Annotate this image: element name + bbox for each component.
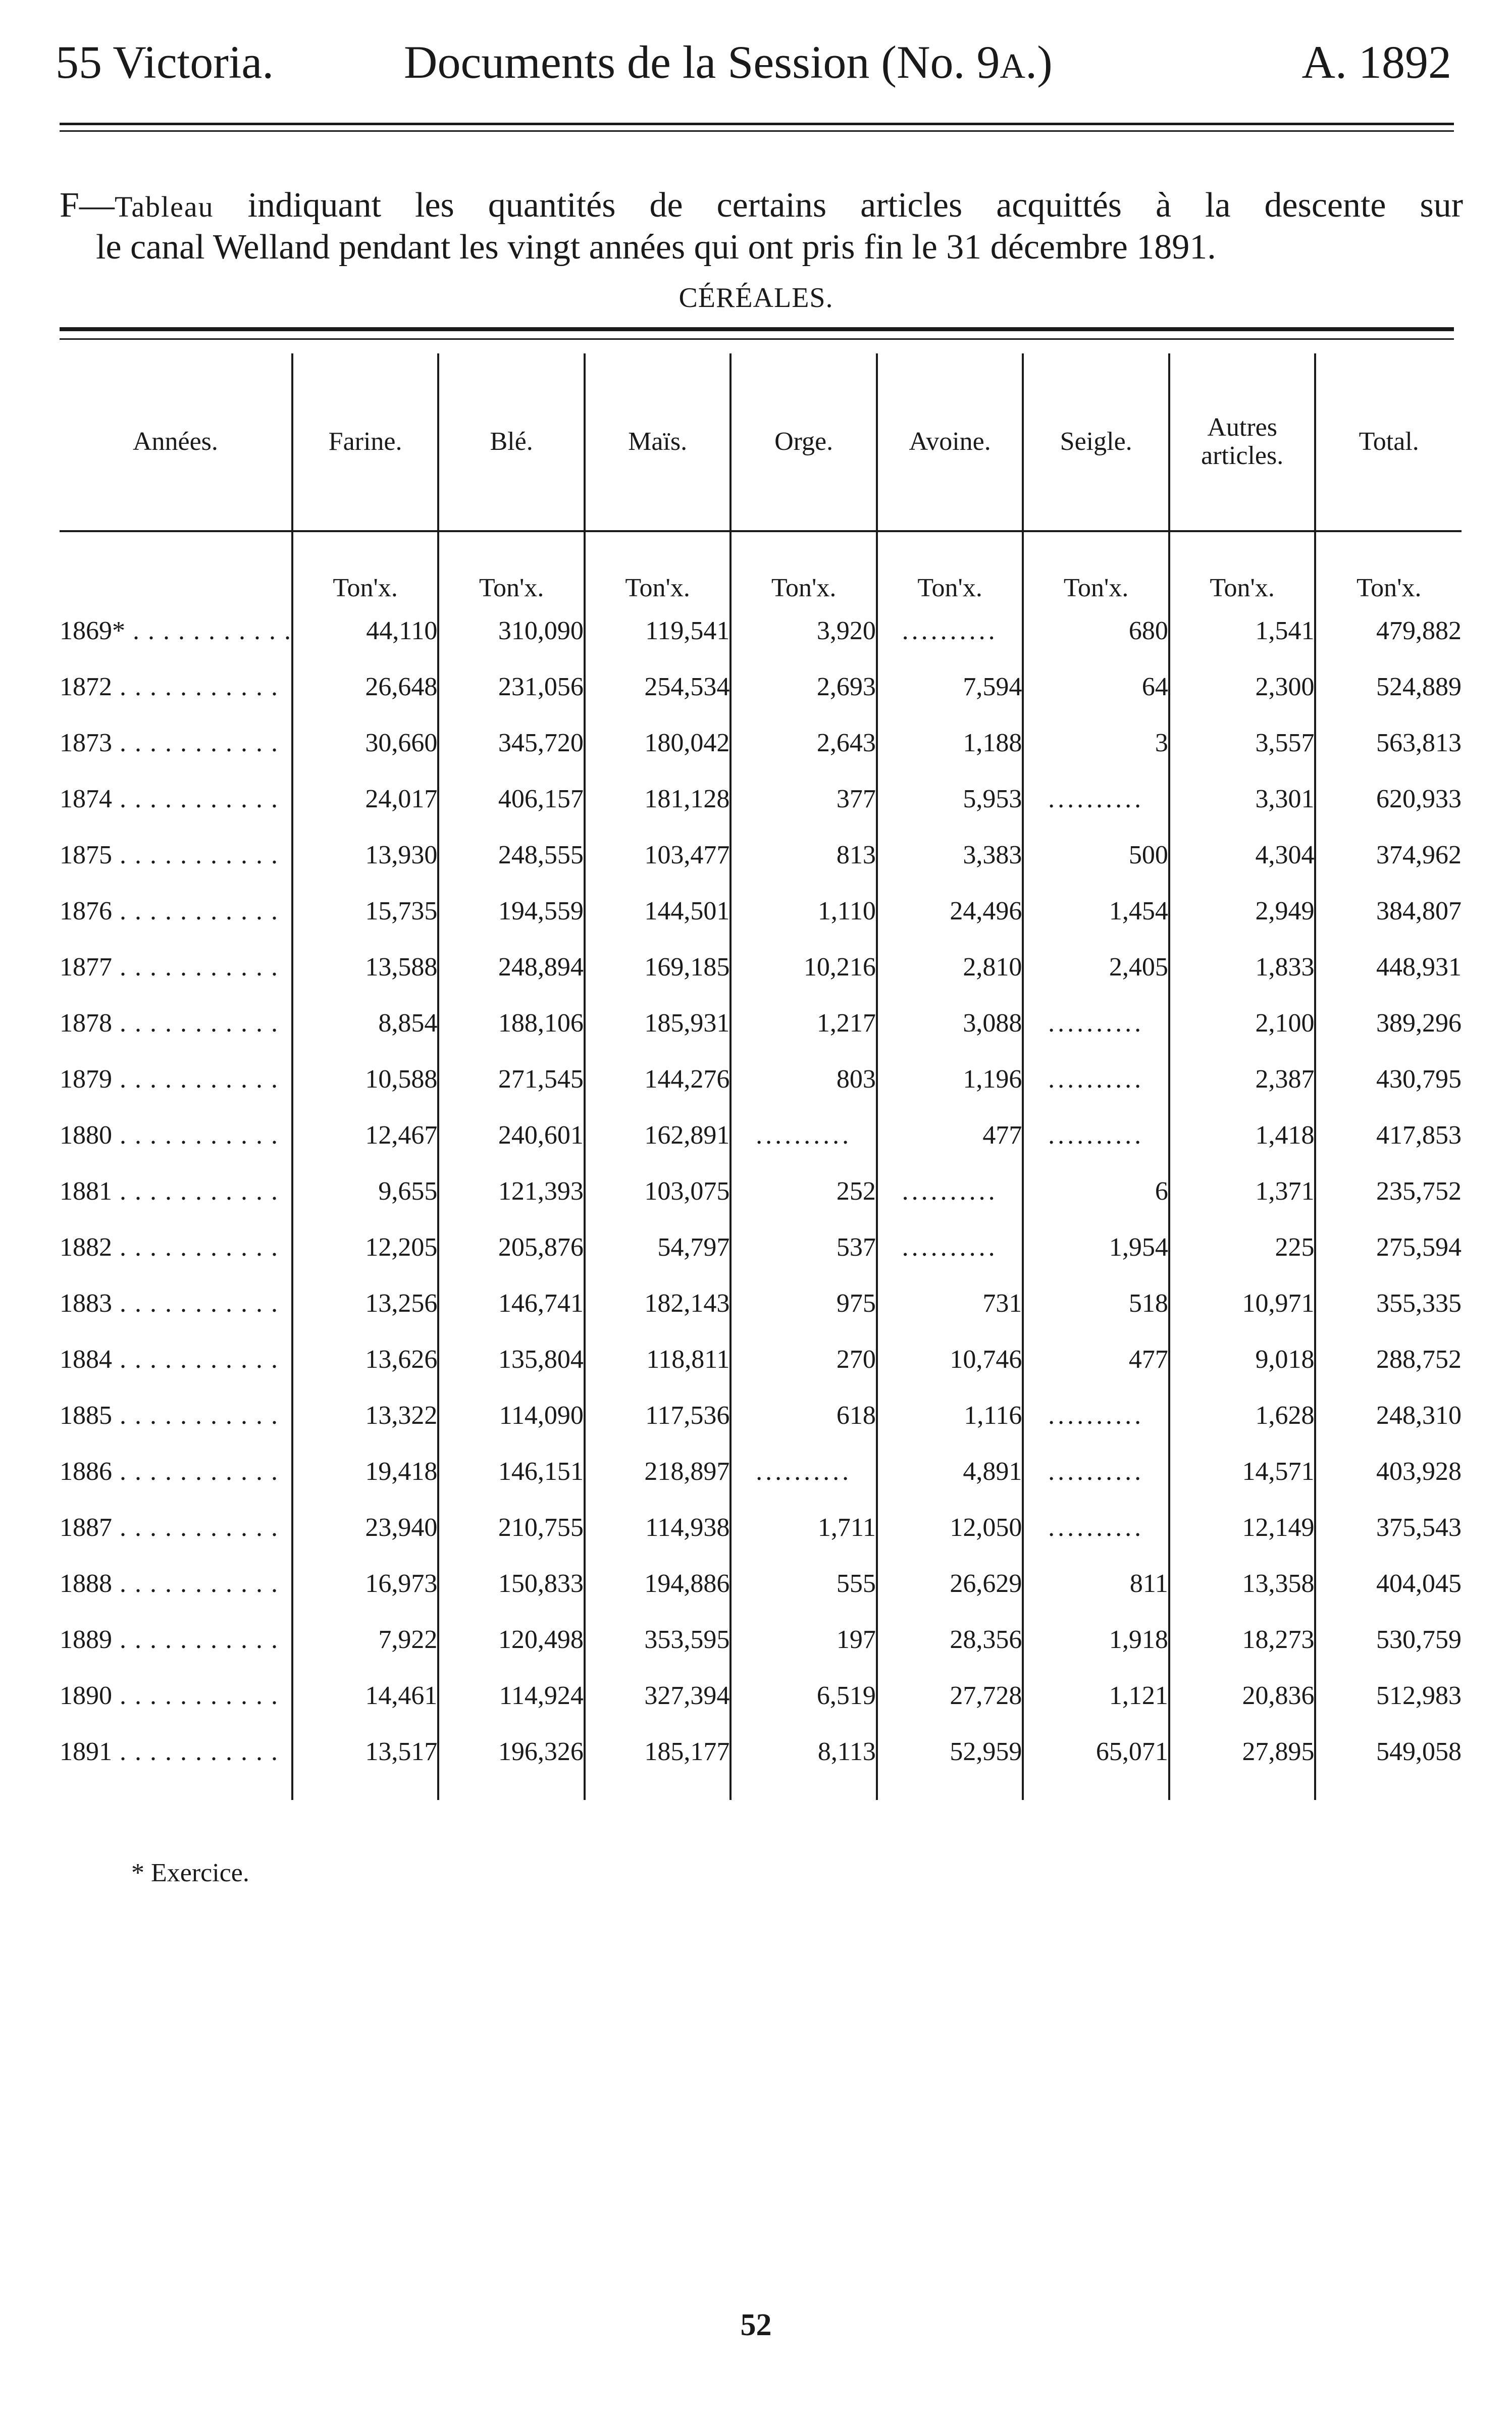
- column-header: Total.: [1315, 353, 1462, 531]
- value-cell: 2,643: [731, 715, 877, 771]
- value-cell: 7,594: [877, 659, 1023, 715]
- year-cell: 1879 . . . . . . . . . . .: [60, 1065, 279, 1094]
- column-header: Années.: [132, 427, 218, 456]
- unit-label: Ton'x.: [1315, 531, 1462, 603]
- value-cell: ..........: [1023, 1387, 1169, 1444]
- value-cell: 13,256: [292, 1275, 439, 1331]
- year-cell: 1877 . . . . . . . . . . .: [60, 953, 279, 982]
- year-cell: 1881 . . . . . . . . . . .: [60, 1177, 279, 1206]
- year-cell: 1885 . . . . . . . . . . .: [60, 1401, 279, 1430]
- footnote: * Exercice.: [131, 1859, 249, 1887]
- unit-label: Ton'x.: [292, 531, 439, 603]
- value-cell: 24,496: [877, 883, 1023, 939]
- value-cell: 182,143: [585, 1275, 731, 1331]
- leader-dots: . . . . . . . . . . .: [112, 1345, 279, 1374]
- leader-dots: . . . . . . . . . . .: [112, 1681, 279, 1710]
- value-cell: 3: [1023, 715, 1169, 771]
- value-cell: 374,962: [1315, 827, 1462, 883]
- value-cell: 404,045: [1315, 1556, 1462, 1612]
- value-cell: 3,920: [731, 603, 877, 659]
- value-cell: 3,088: [877, 995, 1023, 1051]
- value-cell: 2,387: [1169, 1051, 1316, 1107]
- value-cell: 144,501: [585, 883, 731, 939]
- leader-dots: . . . . . . . . . . .: [112, 1569, 279, 1598]
- value-cell: 2,949: [1169, 883, 1316, 939]
- table-row: [60, 659, 1462, 715]
- value-cell: 1,918: [1023, 1612, 1169, 1668]
- value-cell: 1,454: [1023, 883, 1169, 939]
- value-cell: 44,110: [292, 603, 439, 659]
- header-center-prefix: Documents de la Session (No. 9: [404, 36, 1000, 88]
- header-rule-bottom: [60, 130, 1454, 132]
- column-header: Orge.: [731, 353, 877, 531]
- value-cell: 477: [1023, 1331, 1169, 1387]
- column-header: Farine.: [292, 353, 439, 531]
- value-cell: 169,185: [585, 939, 731, 995]
- value-cell: 479,882: [1315, 603, 1462, 659]
- value-cell: 114,924: [438, 1668, 585, 1724]
- value-cell: 975: [731, 1275, 877, 1331]
- value-cell: 271,545: [438, 1051, 585, 1107]
- value-cell: 144,276: [585, 1051, 731, 1107]
- value-cell: 114,090: [438, 1387, 585, 1444]
- year-cell: 1875 . . . . . . . . . . .: [60, 841, 279, 869]
- value-cell: 4,891: [877, 1444, 1023, 1500]
- value-cell: 417,853: [1315, 1107, 1462, 1163]
- header-rule-top: [60, 123, 1454, 125]
- column-header: Autres articles.: [1169, 353, 1316, 531]
- unit-label: Ton'x.: [1023, 531, 1169, 603]
- value-cell: 14,571: [1169, 1444, 1316, 1500]
- table-row: [60, 1219, 1462, 1275]
- value-cell: 377: [731, 771, 877, 827]
- value-cell: 12,050: [877, 1500, 1023, 1556]
- table-bottom-spacer: [60, 1780, 1462, 1800]
- value-cell: 1,121: [1023, 1668, 1169, 1724]
- table-row: [60, 603, 1462, 659]
- table-row: [60, 771, 1462, 827]
- table-row: [60, 939, 1462, 995]
- title-smallcap-word: Tableau: [114, 190, 214, 223]
- value-cell: 103,477: [585, 827, 731, 883]
- value-cell: 3,301: [1169, 771, 1316, 827]
- value-cell: 5,953: [877, 771, 1023, 827]
- value-cell: 1,196: [877, 1051, 1023, 1107]
- value-cell: 26,629: [877, 1556, 1023, 1612]
- value-cell: 406,157: [438, 771, 585, 827]
- value-cell: 248,310: [1315, 1387, 1462, 1444]
- value-cell: 518: [1023, 1275, 1169, 1331]
- value-cell: 248,555: [438, 827, 585, 883]
- year-cell: 1876 . . . . . . . . . . .: [60, 897, 279, 925]
- value-cell: 620,933: [1315, 771, 1462, 827]
- leader-dots: . . . . . . . . . . .: [112, 1625, 279, 1654]
- value-cell: 1,371: [1169, 1163, 1316, 1219]
- year-cell: 1869* . . . . . . . . . . .: [60, 616, 292, 645]
- table-row: [60, 1668, 1462, 1724]
- value-cell: 549,058: [1315, 1724, 1462, 1780]
- value-cell: 345,720: [438, 715, 585, 771]
- value-cell: 2,100: [1169, 995, 1316, 1051]
- leader-dots: . . . . . . . . . . .: [112, 1065, 279, 1094]
- table-row: [60, 1387, 1462, 1444]
- value-cell: ..........: [1023, 1444, 1169, 1500]
- value-cell: 1,628: [1169, 1387, 1316, 1444]
- value-cell: 13,358: [1169, 1556, 1316, 1612]
- value-cell: 618: [731, 1387, 877, 1444]
- table-row: [60, 1500, 1462, 1556]
- value-cell: 524,889: [1315, 659, 1462, 715]
- leader-dots: . . . . . . . . . . .: [112, 1737, 279, 1766]
- value-cell: 2,693: [731, 659, 877, 715]
- value-cell: 30,660: [292, 715, 439, 771]
- table-row: [60, 1724, 1462, 1780]
- value-cell: 54,797: [585, 1219, 731, 1275]
- value-cell: 13,626: [292, 1331, 439, 1387]
- value-cell: 1,418: [1169, 1107, 1316, 1163]
- value-cell: 162,891: [585, 1107, 731, 1163]
- table-rule-top: [60, 327, 1454, 331]
- value-cell: 3,557: [1169, 715, 1316, 771]
- value-cell: 1,188: [877, 715, 1023, 771]
- value-cell: 1,116: [877, 1387, 1023, 1444]
- column-header: Avoine.: [877, 353, 1023, 531]
- value-cell: 120,498: [438, 1612, 585, 1668]
- value-cell: 1,217: [731, 995, 877, 1051]
- year-cell: 1888 . . . . . . . . . . .: [60, 1569, 279, 1598]
- units-row: [60, 531, 1462, 603]
- column-header: Blé.: [438, 353, 585, 531]
- leader-dots: . . . . . . . . . . .: [112, 729, 279, 757]
- value-cell: ..........: [731, 1444, 877, 1500]
- leader-dots: . . . . . . . . . . .: [112, 1121, 279, 1150]
- leader-dots: . . . . . . . . . . .: [125, 616, 292, 645]
- value-cell: 563,813: [1315, 715, 1462, 771]
- value-cell: 2,300: [1169, 659, 1316, 715]
- value-cell: 2,810: [877, 939, 1023, 995]
- leader-dots: . . . . . . . . . . .: [112, 1513, 279, 1542]
- value-cell: 403,928: [1315, 1444, 1462, 1500]
- value-cell: 248,894: [438, 939, 585, 995]
- value-cell: 327,394: [585, 1668, 731, 1724]
- leader-dots: . . . . . . . . . . .: [112, 1233, 279, 1262]
- table-title-line2: le canal Welland pendant les vingt années qui ont pris fin le 31 décembre 1891.: [96, 228, 1216, 267]
- value-cell: 252: [731, 1163, 877, 1219]
- table-row: [60, 1444, 1462, 1500]
- value-cell: 13,517: [292, 1724, 439, 1780]
- value-cell: 10,746: [877, 1331, 1023, 1387]
- value-cell: 16,973: [292, 1556, 439, 1612]
- value-cell: 430,795: [1315, 1051, 1462, 1107]
- value-cell: 270: [731, 1331, 877, 1387]
- leader-dots: . . . . . . . . . . .: [112, 841, 279, 869]
- running-header-right: A. 1892: [1301, 36, 1451, 88]
- table-row: [60, 1163, 1462, 1219]
- year-cell: 1882 . . . . . . . . . . .: [60, 1233, 279, 1262]
- value-cell: 680: [1023, 603, 1169, 659]
- year-cell: 1880 . . . . . . . . . . .: [60, 1121, 279, 1150]
- table-row: [60, 1107, 1462, 1163]
- value-cell: ..........: [877, 1219, 1023, 1275]
- value-cell: 8,854: [292, 995, 439, 1051]
- value-cell: 2,405: [1023, 939, 1169, 995]
- value-cell: 12,467: [292, 1107, 439, 1163]
- year-cell: 1890 . . . . . . . . . . .: [60, 1681, 279, 1710]
- value-cell: 26,648: [292, 659, 439, 715]
- value-cell: 18,273: [1169, 1612, 1316, 1668]
- unit-label: Ton'x.: [585, 531, 731, 603]
- value-cell: 210,755: [438, 1500, 585, 1556]
- value-cell: ..........: [1023, 771, 1169, 827]
- value-cell: 4,304: [1169, 827, 1316, 883]
- value-cell: 555: [731, 1556, 877, 1612]
- value-cell: ..........: [731, 1107, 877, 1163]
- column-header: Maïs.: [585, 353, 731, 531]
- value-cell: 13,322: [292, 1387, 439, 1444]
- table-row: [60, 1612, 1462, 1668]
- year-cell: 1886 . . . . . . . . . . .: [60, 1457, 279, 1486]
- value-cell: 225: [1169, 1219, 1316, 1275]
- leader-dots: . . . . . . . . . . .: [112, 953, 279, 982]
- leader-dots: . . . . . . . . . . .: [112, 1009, 279, 1038]
- value-cell: 355,335: [1315, 1275, 1462, 1331]
- value-cell: 19,418: [292, 1444, 439, 1500]
- value-cell: 150,833: [438, 1556, 585, 1612]
- value-cell: 23,940: [292, 1500, 439, 1556]
- title-line1-text: indiquant les quantités de certains articles acquittés à la descente sur: [247, 186, 1463, 225]
- table-title-line1: [60, 184, 1463, 228]
- value-cell: 231,056: [438, 659, 585, 715]
- value-cell: 1,954: [1023, 1219, 1169, 1275]
- value-cell: ..........: [877, 1163, 1023, 1219]
- table-row: [60, 995, 1462, 1051]
- year-cell: 1891 . . . . . . . . . . .: [60, 1737, 279, 1766]
- value-cell: 6,519: [731, 1668, 877, 1724]
- year-cell: 1878 . . . . . . . . . . .: [60, 1009, 279, 1038]
- value-cell: 8,113: [731, 1724, 877, 1780]
- value-cell: ..........: [1023, 1051, 1169, 1107]
- value-cell: 288,752: [1315, 1331, 1462, 1387]
- column-header: Seigle.: [1023, 353, 1169, 531]
- value-cell: 803: [731, 1051, 877, 1107]
- value-cell: 13,930: [292, 827, 439, 883]
- value-cell: 181,128: [585, 771, 731, 827]
- value-cell: 512,983: [1315, 1668, 1462, 1724]
- value-cell: 3,383: [877, 827, 1023, 883]
- value-cell: 121,393: [438, 1163, 585, 1219]
- table-row: [60, 715, 1462, 771]
- value-cell: 28,356: [877, 1612, 1023, 1668]
- title-lead: F—: [60, 186, 115, 225]
- value-cell: 384,807: [1315, 883, 1462, 939]
- value-cell: 135,804: [438, 1331, 585, 1387]
- value-cell: 12,205: [292, 1219, 439, 1275]
- table-row: [60, 1051, 1462, 1107]
- value-cell: 146,741: [438, 1275, 585, 1331]
- leader-dots: . . . . . . . . . . .: [112, 673, 279, 701]
- year-cell: 1884 . . . . . . . . . . .: [60, 1345, 279, 1374]
- value-cell: ..........: [877, 603, 1023, 659]
- value-cell: 1,110: [731, 883, 877, 939]
- value-cell: 1,711: [731, 1500, 877, 1556]
- table-row: [60, 827, 1462, 883]
- column-header-row: [60, 353, 1462, 531]
- value-cell: 389,296: [1315, 995, 1462, 1051]
- year-cell: 1883 . . . . . . . . . . .: [60, 1289, 279, 1318]
- year-cell: 1872 . . . . . . . . . . .: [60, 673, 279, 701]
- unit-label: Ton'x.: [877, 531, 1023, 603]
- value-cell: 353,595: [585, 1612, 731, 1668]
- value-cell: 188,106: [438, 995, 585, 1051]
- value-cell: 180,042: [585, 715, 731, 771]
- value-cell: 254,534: [585, 659, 731, 715]
- value-cell: 114,938: [585, 1500, 731, 1556]
- year-cell: 1889 . . . . . . . . . . .: [60, 1625, 279, 1654]
- value-cell: 65,071: [1023, 1724, 1169, 1780]
- running-header-center: [404, 35, 1053, 89]
- value-cell: 731: [877, 1275, 1023, 1331]
- unit-label: Ton'x.: [1169, 531, 1316, 603]
- value-cell: 205,876: [438, 1219, 585, 1275]
- value-cell: 13,588: [292, 939, 439, 995]
- unit-label: [60, 531, 292, 603]
- table-row: [60, 1556, 1462, 1612]
- value-cell: 7,922: [292, 1612, 439, 1668]
- value-cell: 194,886: [585, 1556, 731, 1612]
- table-row: [60, 1331, 1462, 1387]
- leader-dots: . . . . . . . . . . .: [112, 785, 279, 813]
- value-cell: 1,541: [1169, 603, 1316, 659]
- leader-dots: . . . . . . . . . . .: [112, 1457, 279, 1486]
- value-cell: 10,588: [292, 1051, 439, 1107]
- value-cell: 20,836: [1169, 1668, 1316, 1724]
- value-cell: 15,735: [292, 883, 439, 939]
- value-cell: 119,541: [585, 603, 731, 659]
- unit-label: Ton'x.: [438, 531, 585, 603]
- leader-dots: . . . . . . . . . . .: [112, 1289, 279, 1318]
- value-cell: 530,759: [1315, 1612, 1462, 1668]
- value-cell: 10,971: [1169, 1275, 1316, 1331]
- value-cell: 6: [1023, 1163, 1169, 1219]
- leader-dots: . . . . . . . . . . .: [112, 897, 279, 925]
- table-rule-second: [60, 338, 1454, 340]
- value-cell: 27,895: [1169, 1724, 1316, 1780]
- value-cell: ..........: [1023, 1500, 1169, 1556]
- value-cell: 811: [1023, 1556, 1169, 1612]
- value-cell: 14,461: [292, 1668, 439, 1724]
- value-cell: 196,326: [438, 1724, 585, 1780]
- table-row: [60, 883, 1462, 939]
- value-cell: ..........: [1023, 1107, 1169, 1163]
- year-cell: 1887 . . . . . . . . . . .: [60, 1513, 279, 1542]
- value-cell: 813: [731, 827, 877, 883]
- cereals-table: [60, 353, 1462, 1800]
- section-heading: CÉRÉALES.: [679, 282, 833, 314]
- value-cell: 24,017: [292, 771, 439, 827]
- value-cell: 9,018: [1169, 1331, 1316, 1387]
- value-cell: 185,931: [585, 995, 731, 1051]
- value-cell: 9,655: [292, 1163, 439, 1219]
- table-row: [60, 1275, 1462, 1331]
- value-cell: ..........: [1023, 995, 1169, 1051]
- year-cell: 1873 . . . . . . . . . . .: [60, 729, 279, 757]
- header-center-suffix: .): [1025, 36, 1053, 88]
- value-cell: 275,594: [1315, 1219, 1462, 1275]
- value-cell: 448,931: [1315, 939, 1462, 995]
- header-center-smallcap: A: [1000, 47, 1026, 86]
- value-cell: 500: [1023, 827, 1169, 883]
- value-cell: 197: [731, 1612, 877, 1668]
- value-cell: 64: [1023, 659, 1169, 715]
- unit-label: Ton'x.: [731, 531, 877, 603]
- value-cell: 185,177: [585, 1724, 731, 1780]
- value-cell: 218,897: [585, 1444, 731, 1500]
- value-cell: 103,075: [585, 1163, 731, 1219]
- value-cell: 52,959: [877, 1724, 1023, 1780]
- value-cell: 537: [731, 1219, 877, 1275]
- leader-dots: . . . . . . . . . . .: [112, 1401, 279, 1430]
- value-cell: 310,090: [438, 603, 585, 659]
- value-cell: 1,833: [1169, 939, 1316, 995]
- value-cell: 118,811: [585, 1331, 731, 1387]
- value-cell: 235,752: [1315, 1163, 1462, 1219]
- value-cell: 12,149: [1169, 1500, 1316, 1556]
- value-cell: 477: [877, 1107, 1023, 1163]
- value-cell: 194,559: [438, 883, 585, 939]
- leader-dots: . . . . . . . . . . .: [112, 1177, 279, 1206]
- value-cell: 27,728: [877, 1668, 1023, 1724]
- value-cell: 146,151: [438, 1444, 585, 1500]
- value-cell: 375,543: [1315, 1500, 1462, 1556]
- value-cell: 240,601: [438, 1107, 585, 1163]
- running-header-left: 55 Victoria.: [56, 36, 274, 88]
- page-number: 52: [740, 2308, 772, 2342]
- value-cell: 10,216: [731, 939, 877, 995]
- value-cell: 117,536: [585, 1387, 731, 1444]
- year-cell: 1874 . . . . . . . . . . .: [60, 785, 279, 813]
